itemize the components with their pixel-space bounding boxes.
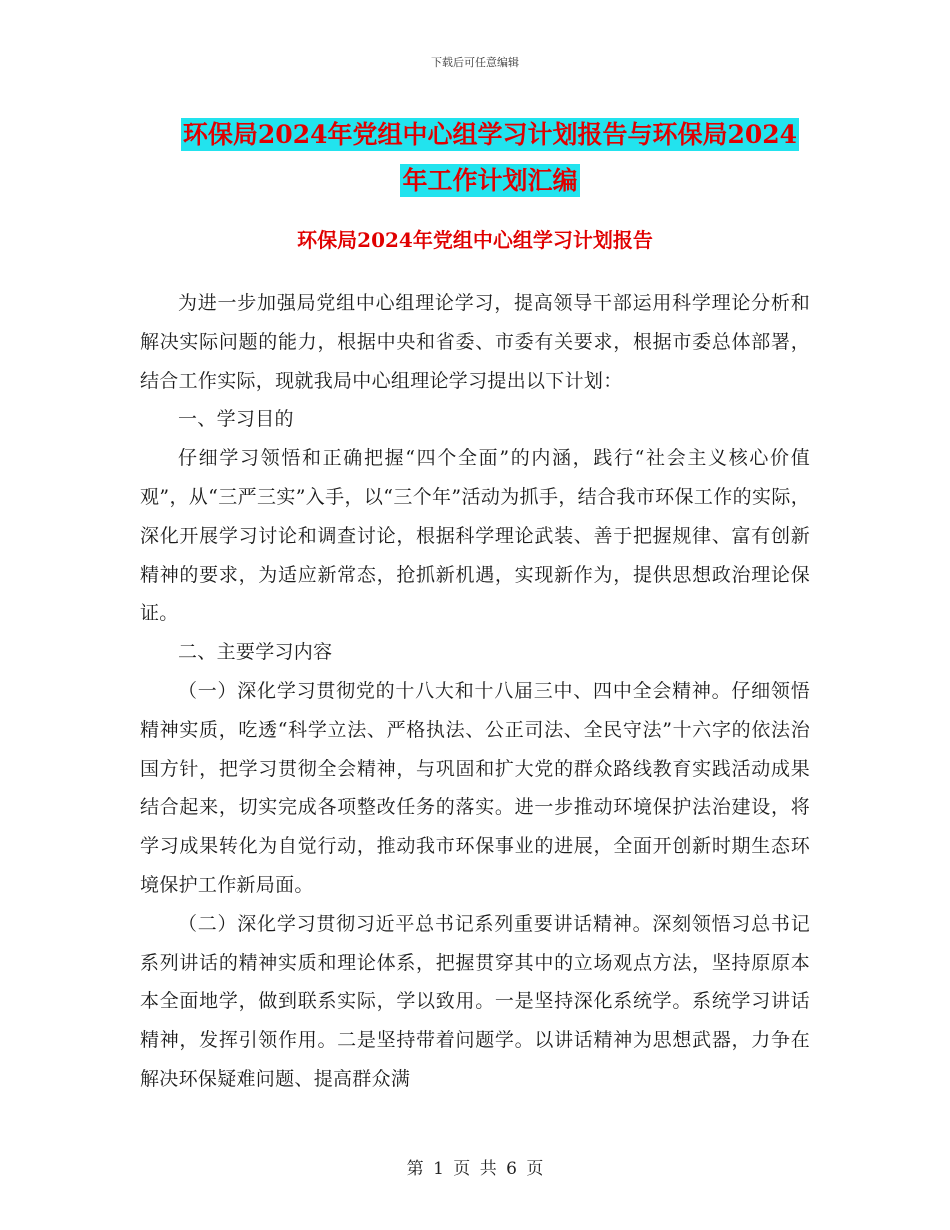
paragraph: 二、主要学习内容 [178, 641, 333, 664]
paragraph: 一、学习目的 [178, 408, 294, 431]
paragraph: （二）深化学习贯彻习近平总书记系列重要讲话精神。深刻领悟习总书记系列讲话的精神实质和理论体系，把握贯穿其中的立场观点方法，坚持原原本本全面地学，做到联系实际，学以致用。一是坚持深化系统学。系统学习讲话精神，发挥引领作用。二是坚持带着问题学。以讲话精神为思想武器，力争在解决环保疑难问题、提高群众满 [140, 912, 810, 1090]
document-title-line-1: 环保局2024年党组中心组学习计划报告与环保局2024 [182, 120, 798, 149]
paragraph: 仔细学习领悟和正确把握“四个全面”的内涵，践行“社会主义核心价值观”，从“三严三实”入手，以“三个年”活动为抓手，结合我市环保工作的实际，深化开展学习讨论和调查讨论，根据科学理论武装、善于把握规律、富有创新精神的要求，为适应新常态，抢抓新机遇，实现新作为，提供思想政治理论保证。 [140, 447, 810, 625]
document-title-line-2: 年工作计划汇编 [402, 166, 578, 195]
section-title: 环保局2024年党组中心组学习计划报告 [297, 228, 653, 252]
document-body [140, 284, 810, 1099]
paragraph: （一）深化学习贯彻党的十八大和十八届三中、四中全会精神。仔细领悟精神实质，吃透“科学立法、严格执法、公正司法、全民守法”十六字的依法治国方针，把学习贯彻全会精神，与巩固和扩大党的群众路线教育实践活动成果结合起来，切实完成各项整改任务的落实。进一步推动环境保护法治建设，将学习成果转化为自觉行动，推动我市环保事业的进展，全面开创新时期生态环境保护工作新局面。 [140, 679, 810, 896]
document-title [140, 112, 840, 204]
page-number-footer: 第 1 页 共 6 页 [406, 1159, 544, 1179]
page-header-note: 下载后可任意编辑 [431, 56, 519, 69]
paragraph: 为进一步加强局党组中心组理论学习，提高领导干部运用科学理论分析和解决实际问题的能力，根据中央和省委、市委有关要求，根据市委总体部署，结合工作实际，现就我局中心组理论学习提出以下计划： [140, 292, 810, 392]
